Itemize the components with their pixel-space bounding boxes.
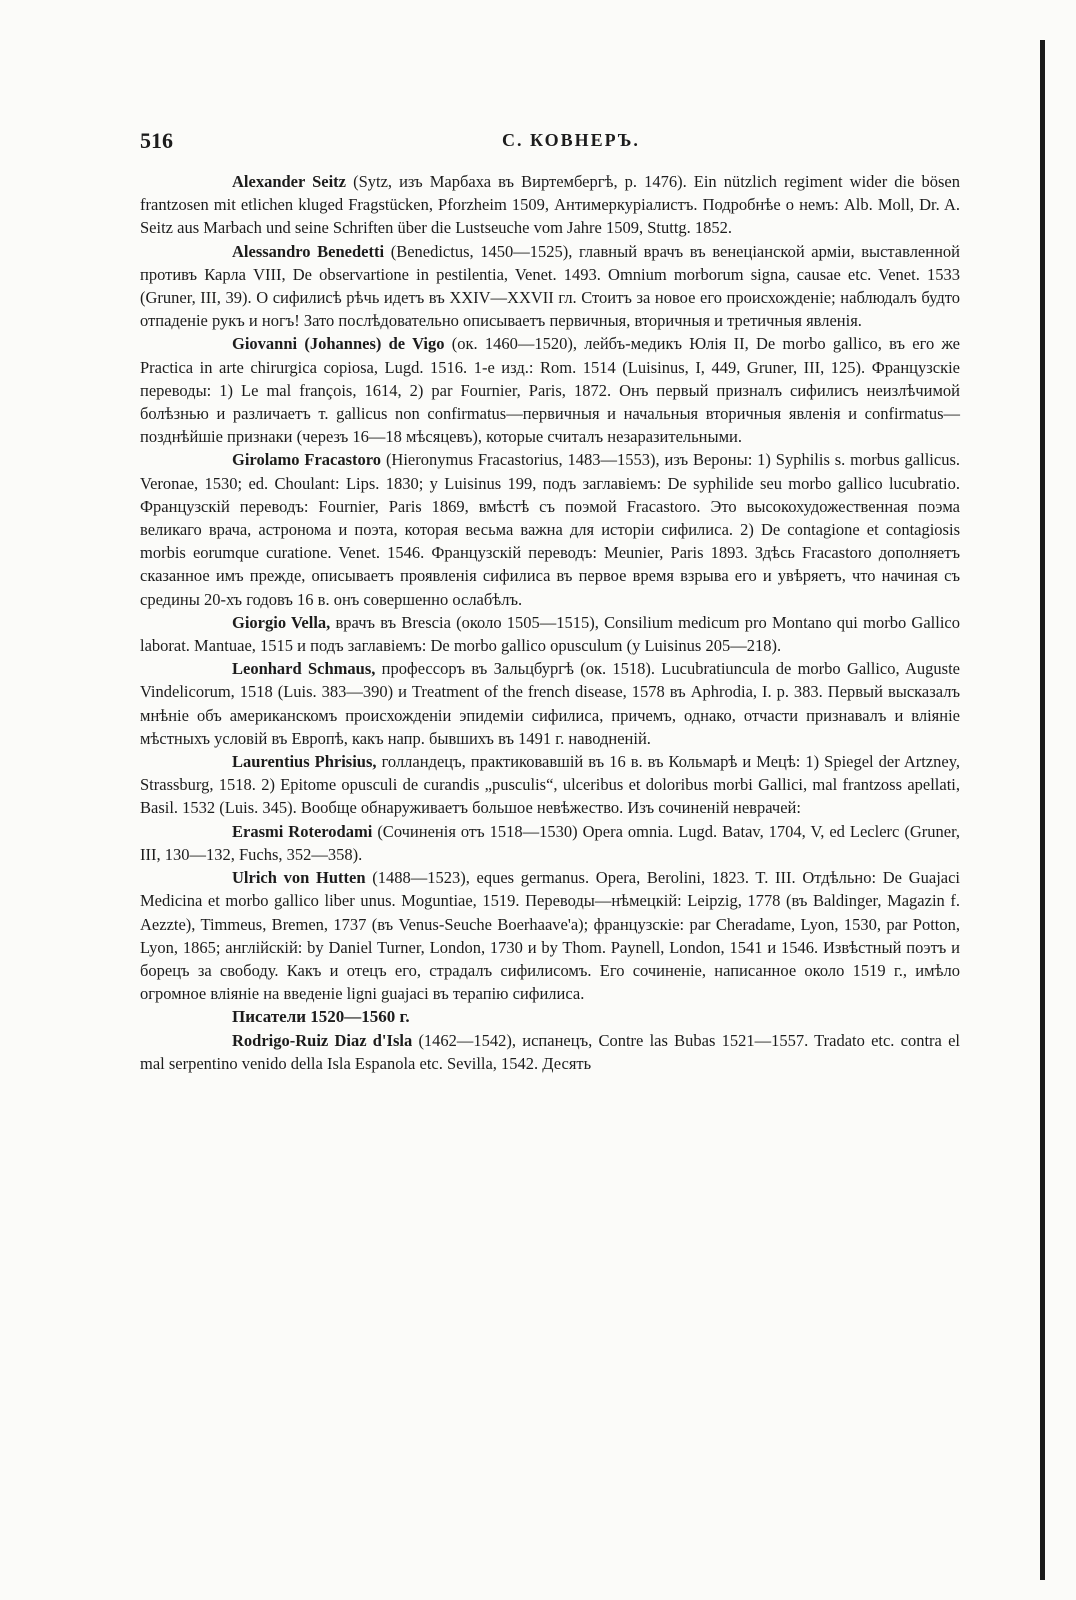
- entry-name: Ulrich von Hutten: [232, 868, 366, 888]
- entry-seitz: [140, 170, 960, 240]
- entry-phrisius: [140, 750, 960, 820]
- entry-name: Girolamo Fracastoro: [232, 450, 382, 470]
- page-header: [140, 128, 960, 158]
- entry-benedetti: [140, 240, 960, 333]
- entry-name: Giorgio Vella,: [232, 612, 331, 632]
- section-heading: Писатели 1520—1560 г.: [232, 1007, 410, 1027]
- entry-text: профессоръ въ Зальцбургѣ (ок. 1518). Lucubratiuncula de morbo Gallico, Auguste Vindelicorum, 1518 (Luis. 383—390) и Treatment of the french disease, 1578 въ Aphrodia, I. p. 383. Первый высказалъ мнѣніе объ американскомъ происхожденіи эпидеміи сифилиса, причемъ, однако, отчасти признавалъ и вліяніе мѣстныхъ условій въ Европѣ, какъ напр. бывшихъ въ 1491 г. наводненій.: [140, 659, 961, 748]
- entry-text: (Benedictus, 1450—1525), главный врачъ въ венеціанской арміи, выставленной противъ Карла VIII, De observartione in pestilentia, Venet. 1493. Omnium morborum signa, causae etc. Venet. 1533 (Gruner, III, 39). О сифилисѣ рѣчь идетъ въ XXIV—XXVII гл. Стоитъ за новое его происхожденіе; наблюдалъ будто отпаденіе рукъ и ногъ! Зато послѣдовательно описываетъ первичныя, вторичныя и третичныя явленія.: [140, 241, 960, 331]
- entry-vigo: [140, 332, 960, 448]
- entry-text: (1462—1542), испанецъ, Contre las Bubas 1521—1557. Tradato etc. contra el mal serpentino venido della Isla Espanola etc. Sevilla, 1542. Десять: [140, 1030, 961, 1073]
- entry-name: Leonhard Schmaus,: [232, 659, 376, 679]
- page-number: 516: [140, 128, 173, 153]
- entry-vella: [140, 611, 960, 657]
- entry-hutten: [140, 866, 960, 1005]
- entry-schmaus: [140, 657, 960, 750]
- entry-text: (Hieronymus Fracastorius, 1483—1553), изъ Вероны: 1) Syphilis s. morbus gallicus. Veronae, 1530; ed. Choulant: Lips. 1830; у Luisinus 199, подъ заглавіемъ: De syphilide seu morbo gallico lucubratio. Французскій переводъ: Fournier, Paris 1869, вмѣстѣ съ поэмой Fracastoro. Это высокохудожественная поэма великаго врача, астронома и поэта, которая весьма важна для исторіи сифилиса. 2) De contagione et contagiosis morbis eorumque curatione. Venet. 1546. Французскій переводъ: Meunier, Paris 1893. Здѣсь Fracastoro дополняетъ сказанное имъ прежде, описываетъ проявленія сифилиса въ первое время взрыва его и увѣряетъ, что начиная съ средины 20-хъ годовъ 16 в. онъ совершенно ослабѣлъ.: [140, 450, 960, 609]
- entry-name: Rodrigo-Ruiz Diaz d'Isla: [232, 1030, 413, 1050]
- entry-name: Alessandro Benedetti: [232, 241, 385, 261]
- entry-diaz: [140, 1029, 960, 1075]
- entry-text: (1488—1523), eques germanus. Opera, Berolini, 1823. T. III. Отдѣльно: De Guajaci Medicina et morbo gallico liber unus. Moguntiae, 1519. Переводы—нѣмецкій: Leipzig, 1778 (въ Baldinger, Magazin f. Aezzte), Timmeus, Bremen, 1737 (въ Venus-Seuche Boerhaave'a); французскіе: par Cheradame, Lyon, 1530, par Potton, Lyon, 1865; англійскій: by Daniel Turner, London, 1730 и by Thom. Paynell, London, 1541 и 1546. Извѣстный поэтъ и борецъ за свободу. Какъ и отецъ его, страдалъ сифилисомъ. Его сочиненіе, написанное около 1519 г., имѣло огромное вліяніе на введеніе ligni guajaci въ терапію сифилиса.: [140, 868, 961, 1004]
- entry-text: (Sytz, изъ Марбаха въ Виртембергѣ, р. 1476). Ein nützlich regiment wider die bösen frantzosen mit etlichen kluged Fragstücken, Pforzheim 1509, Антимеркуріалистъ. Подробнѣе о немъ: Alb. Moll, Dr. A. Seitz aus Marbach und seine Schriften über die Lustseuche vom Jahre 1509, Stuttg. 1852.: [140, 172, 961, 238]
- entry-name: Erasmi Roterodami: [232, 821, 373, 841]
- entry-erasmus: [140, 820, 960, 866]
- entry-text: голландецъ, практиковавшій въ 16 в. въ Кольмарѣ и Мецѣ: 1) Spiegel der Artzney, Strassburg, 1518. 2) Epitome opusculi de curandis „pusculis“, ulceribus et doloribus morbi Gallici, mal frantzoss apellati, Basil. 1532 (Luis. 345). Вообще обнаруживаетъ большое невѣжество. Изъ сочиненій неврачей:: [140, 752, 961, 818]
- entry-name: Laurentius Phrisius,: [232, 752, 377, 772]
- entry-name: Giovanni (Johannes) de Vigo: [232, 334, 445, 354]
- entry-fracastoro: [140, 448, 960, 610]
- entry-text: (Сочиненія отъ 1518—1530) Opera omnia. Lugd. Batav, 1704, V, ed Leclerc (Gruner, III, 130—132, Fuchs, 352—358).: [140, 821, 961, 864]
- entry-text: врачъ въ Brescia (около 1505—1515), Consilium medicum pro Montano qui morbo Gallico laborat. Mantuae, 1515 и подъ заглавіемъ: De morbo gallico opusculum (y Luisinus 205—218).: [140, 612, 960, 656]
- entry-text: (ок. 1460—1520), лейбъ-медикъ Юлія II, De morbo gallico, въ его же Practica in arte chirurgica copiosa, Lugd. 1516. 1-е изд.: Rom. 1514 (Luisinus, I, 449, Gruner, III, 125). Французскіе переводы: 1) Le mal françois, 1614, 2) par Fournier, Paris, 1872. Онъ первый призналъ сифилисъ неизлѣчимой болѣзнью и различаетъ т. gallicus non confirmatus—первичныя и начальныя вторичныя явленія и confirmatus—позднѣйшіе признаки (черезъ 16—18 мѣсяцевъ), которые считалъ незаразительными.: [140, 334, 960, 447]
- running-title: С. КОВНЕРЪ.: [502, 130, 640, 150]
- body-text: [140, 170, 960, 1075]
- page-edge-bar: [1040, 40, 1045, 1580]
- entry-name: Alexander Seitz: [232, 172, 346, 191]
